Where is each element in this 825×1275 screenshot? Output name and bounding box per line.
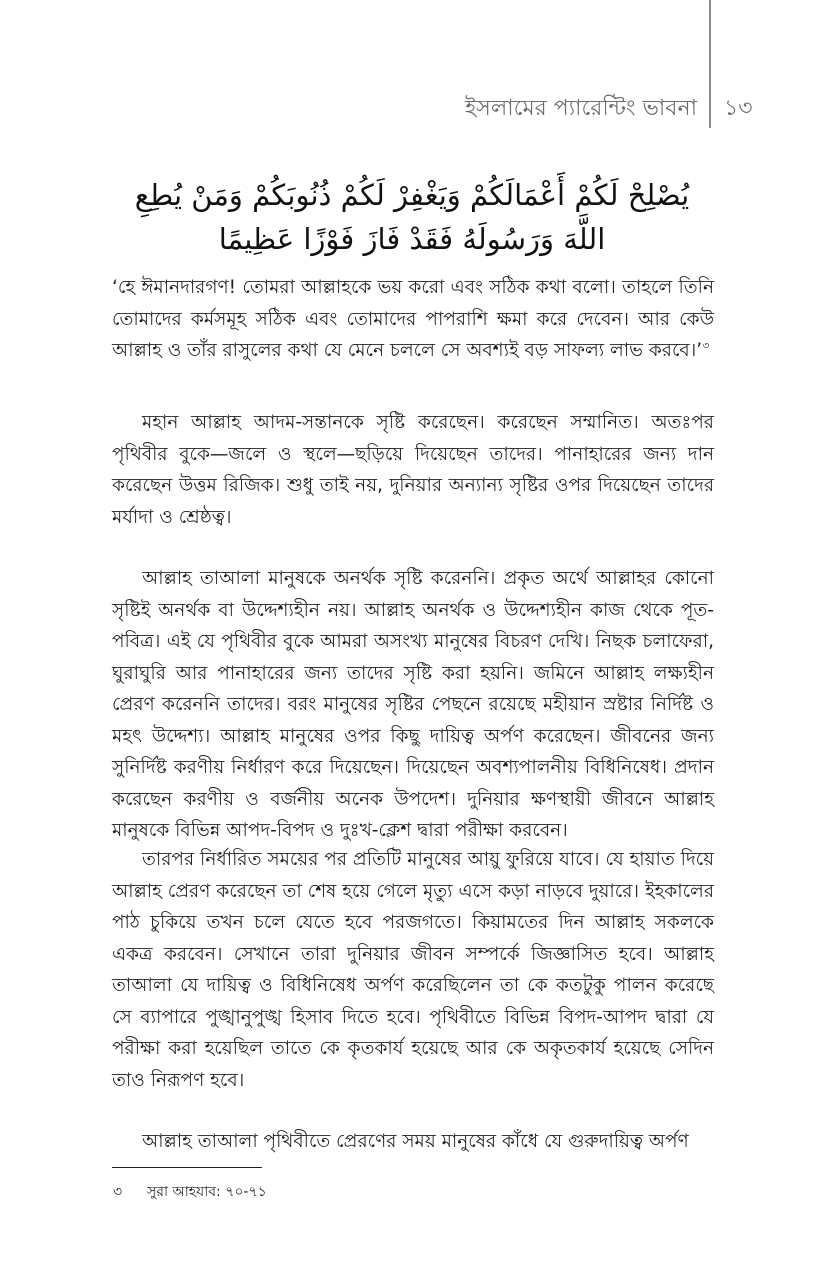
translation-paragraph [112, 272, 714, 367]
body-paragraph-1: মহান আল্লাহ আদম-সন্তানকে সৃষ্টি করেছেন। করেছেন সম্মানিত। অতঃপর পৃথিবীর বুকে—জলে ও স্থলে—ছড়িয়ে দিয়েছেন তাদের। পানাহারের জন্য দান করেছেন উত্তম রিজিক। শুধু তাই নয়, দুনিয়ার অন্যান্য সৃষ্টির ওপর দিয়েছেন তাদের মর্যাদা ও শ্রেষ্ঠত্ব। [112, 412, 714, 528]
body-paragraph-3: তারপর নির্ধারিত সময়ের পর প্রতিটি মানুষের আয়ু ফুরিয়ে যাবে। যে হায়াত দিয়ে আল্লাহ প্রেরণ করেছেন তা শেষ হয়ে গেলে মৃত্যু এসে কড়া নাড়বে দুয়ারে। ইহকালের পাঠ চুকিয়ে তখন চলে যেতে হবে পরজগতে। কিয়ামতের দিন আল্লাহ সকলকে একত্র করবেন। সেখানে তারা দুনিয়ার জীবন সম্পর্কে জিজ্ঞাসিত হবে। আল্লাহ তাআলা যে দায়িত্ব ও বিধিনিষেধ অর্পণ করেছিলেন তা কে কতটুকু পালন করেছে সে ব্যাপারে পুঙ্খানুপুঙ্খ হিসাব দিতে হবে। পৃথিবীতে বিভিন্ন বিপদ-আপদ দ্বারা যে পরীক্ষা করা হয়েছিল তাতে কে কৃতকার্য হয়েছে আর কে অকৃতকার্য হয়েছে সেদিন তাও নিরূপণ হবে। [112, 849, 714, 1091]
footnote-reference: ৩ [702, 338, 710, 352]
page-number: ১৩ [724, 96, 753, 121]
running-header-title: ইসলামের প্যারেন্টিং ভাবনা [464, 96, 697, 121]
body-paragraph-4: আল্লাহ তাআলা পৃথিবীতে প্রেরণের সময় মানুষের কাঁধে যে গুরুদায়িত্ব অর্পণ [142, 1131, 689, 1152]
footnote-number: ৩ [113, 1184, 123, 1200]
arabic-verse-line-2: اللَّهَ وَرَسُولَهُ فَقَدْ فَازَ فَوْزًا عَظِيمًا [218, 222, 606, 256]
footnote-text: সুরা আহযাব: ৭০-৭১ [147, 1184, 267, 1200]
body-paragraph-2: আল্লাহ তাআলা মানুষকে অনর্থক সৃষ্টি করেননি। প্রকৃত অর্থে আল্লাহর কোনো সৃষ্টিই অনর্থক বা উদ্দেশ্যহীন নয়। আল্লাহ অনর্থক ও উদ্দেশ্যহীন কাজ থেকে পূত-পবিত্র। এই যে পৃথিবীর বুকে আমরা অসংখ্য মানুষের বিচরণ দেখি। নিছক চলাফেরা, ঘুরাঘুরি আর পানাহারের জন্য তাদের সৃষ্টি করা হয়নি। জমিনে আল্লাহ লক্ষ্যহীন প্রেরণ করেননি তাদের। বরং মানুষের সৃষ্টির পেছনে রয়েছে মহীয়ান স্রষ্টার নির্দিষ্ট ও মহৎ উদ্দেশ্য। আল্লাহ মানুষের ওপর কিছু দায়িত্ব অর্পণ করেছেন। জীবনের জন্য সুনির্দিষ্ট করণীয় নির্ধারণ করে দিয়েছেন। দিয়েছেন অবশ্যপালনীয় বিধিনিষেধ। প্রদান করেছেন করণীয় ও বর্জনীয় অনেক উপদেশ। দুনিয়ার ক্ষণস্থায়ী জীবনে আল্লাহ মানুষকে বিভিন্ন আপদ-বিপদ ও দুঃখ-ক্লেশ দ্বারা পরীক্ষা করবেন। [112, 568, 714, 841]
footnote-divider [112, 1167, 262, 1168]
arabic-verse-line-1: يُصْلِحْ لَكُمْ أَعْمَالَكُمْ وَيَغْفِرْ لَكُمْ ذُنُوبَكُمْ وَمَنْ يُطِعِ [134, 178, 690, 212]
translation-text: ‘হে ঈমানদারগণ! তোমরা আল্লাহকে ভয় করো এবং সঠিক কথা বলো। তাহলে তিনি তোমাদের কর্মসমূহ সঠিক এবং তোমাদের পাপরাশি ক্ষমা করে দেবেন। আর কেউ আল্লাহ ও তাঁর রাসুলের কথা যে মেনে চললে সে অবশ্যই বড় সাফল্য লাভ করবে।’ [112, 277, 714, 361]
footnote [113, 1180, 267, 1204]
header-divider [709, 0, 711, 128]
